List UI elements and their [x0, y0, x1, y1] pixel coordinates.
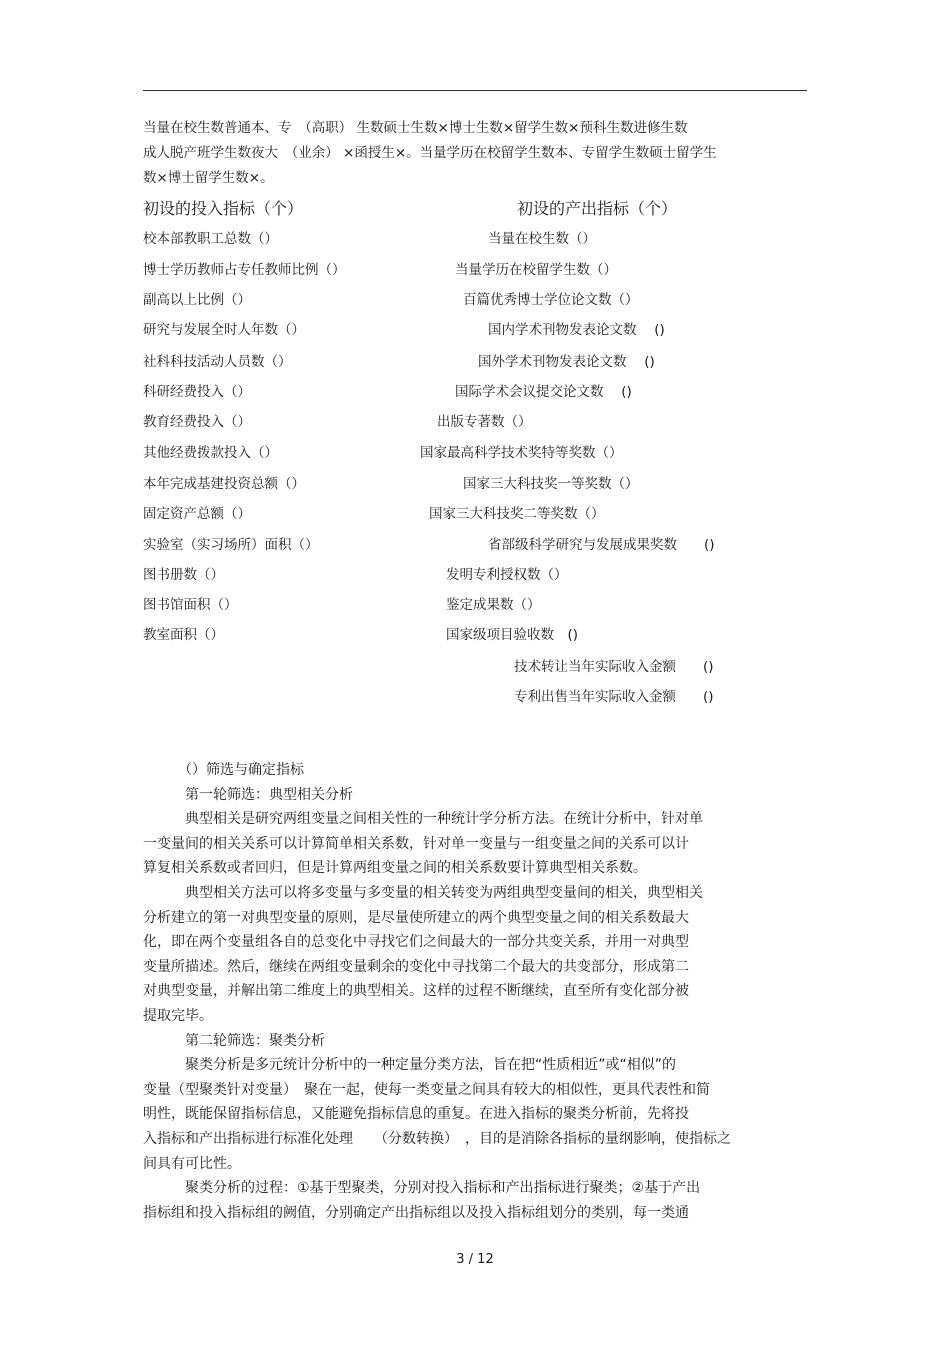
input-indicator: 教室面积（）: [143, 627, 224, 643]
input-indicator: 科研经费投入（）: [143, 384, 251, 400]
output-indicator: 发明专利授权数（）: [446, 567, 568, 583]
intro-line: 成人脱产班学生数夜大 （业余） ×函授生×。当量学历在校留学生数本、专留学生数硕士留学生: [143, 145, 717, 161]
output-indicator: 国内学术刊物发表论文数 (): [488, 322, 665, 338]
input-indicator: 研究与发展全时人年数（）: [143, 322, 305, 338]
body-line: 一变量间的相关关系可以计算简单相关系数，针对单一变量与一组变量之间的关系可以计: [143, 835, 689, 852]
output-indicator: 国际学术会议提交论文数 (): [455, 384, 632, 400]
body-line: 对典型变量，并解出第二维度上的典型相关。这样的过程不断继续，直至所有变化部分被: [143, 983, 689, 1000]
body-line: 提取完毕。: [143, 1007, 213, 1024]
output-indicator: 国家最高科学技术奖特等奖数（）: [420, 445, 623, 461]
body-line: （）筛选与确定指标: [143, 762, 304, 778]
page-number: 3 / 12: [456, 1252, 494, 1267]
input-indicator: 副高以上比例（）: [143, 292, 251, 308]
input-indicator: 本年完成基建投资总额（）: [143, 476, 305, 492]
output-indicator: 国家三大科技奖二等奖数（）: [429, 506, 605, 522]
output-indicator: 技术转让当年实际收入金额 (): [514, 659, 714, 675]
body-line: 入指标和产出指标进行标准化处理 （分数转换） ，目的是消除各指标的量纲影响，使指标之: [143, 1130, 731, 1147]
inputs-heading: 初设的投入指标（个）: [143, 199, 304, 218]
input-indicator: 校本部教职工总数（）: [143, 231, 278, 247]
body-line: 典型相关是研究两组变量之间相关性的一种统计学分析方法。在统计分析中，针对单: [143, 811, 703, 828]
input-indicator: 其他经费拨款投入（）: [143, 445, 278, 461]
input-indicator: 实验室（实习场所）面积（）: [143, 537, 319, 553]
outputs-heading: 初设的产出指标（个）: [517, 199, 678, 218]
output-indicator: 专利出售当年实际收入金额 (): [514, 689, 714, 705]
output-indicator: 国外学术刊物发表论文数 (): [478, 354, 655, 370]
input-indicator: 图书馆面积（）: [143, 597, 238, 613]
output-indicator: 当量在校生数（）: [488, 231, 596, 247]
output-indicator: 出版专著数（）: [437, 414, 532, 430]
input-indicator: 博士学历教师占专任教师比例（）: [143, 262, 346, 278]
intro-line: 数×博士留学生数×。: [143, 170, 274, 186]
body-line: 典型相关方法可以将多变量与多变量的相关转变为两组典型变量间的相关，典型相关: [143, 884, 703, 901]
body-line: 指标组和投入指标组的阙值，分别确定产出指标组以及投入指标组划分的类别，每一类通: [143, 1204, 689, 1221]
input-indicator: 教育经费投入（）: [143, 414, 251, 430]
input-indicator: 图书册数（）: [143, 567, 224, 583]
body-line: 变量（型聚类针对变量） 聚在一起，使每一类变量之间具有较大的相似性，更具代表性和简: [143, 1081, 710, 1098]
body-line: 聚类分析的过程：①基于型聚类，分别对投入指标和产出指标进行聚类；②基于产出: [143, 1180, 701, 1197]
body-line: 算复相关系数或者回归，但是计算两组变量之间的相关系数要计算典型相关系数。: [143, 860, 647, 877]
body-line: 明性，既能保留指标信息，又能避免指标信息的重复。在进入指标的聚类分析前，先将投: [143, 1106, 689, 1123]
output-indicator: 百篇优秀博士学位论文数（）: [463, 292, 639, 308]
body-text: [143, 758, 731, 1225]
header-rule: [143, 90, 807, 91]
output-indicator: 国家级项目验收数 (): [446, 627, 579, 643]
body-line: 变量所描述。然后，继续在两组变量剩余的变化中寻找第二个最大的共变部分，形成第二: [143, 958, 689, 975]
body-line: 第一轮筛选：典型相关分析: [143, 786, 353, 803]
body-line: 聚类分析是多元统计分析中的一种定量分类方法，旨在把“性质相近”或“相似”的: [143, 1057, 677, 1074]
body-line: 第二轮筛选：聚类分析: [143, 1032, 325, 1049]
output-indicator: 省部级科学研究与发展成果奖数 (): [488, 537, 715, 553]
intro-line: 当量在校生数普通本、专 （高职） 生数硕士生数×博士生数×留学生数×预科生数进修生数: [143, 120, 688, 136]
output-indicator: 鉴定成果数（）: [446, 597, 541, 613]
output-indicator: 当量学历在校留学生数（）: [455, 262, 617, 278]
body-line: 分析建立的第一对典型变量的原则，是尽量使所建立的两个典型变量之间的相关系数最大: [143, 909, 689, 926]
input-indicator: 固定资产总额（）: [143, 506, 251, 522]
input-indicator: 社科科技活动人员数（）: [143, 354, 292, 370]
body-line: 化，即在两个变量组各自的总变化中寻找它们之间最大的一部分共变关系，并用一对典型: [143, 934, 689, 951]
body-line: 间具有可比性。: [143, 1155, 241, 1172]
output-indicator: 国家三大科技奖一等奖数（）: [463, 476, 639, 492]
